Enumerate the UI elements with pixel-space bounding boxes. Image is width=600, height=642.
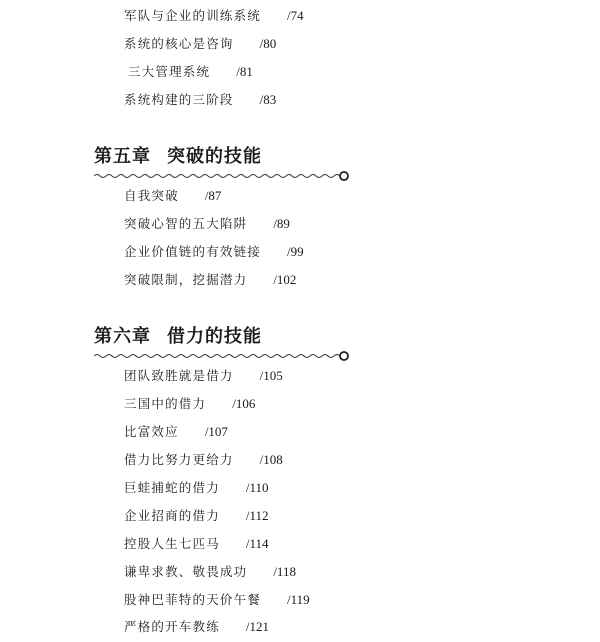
toc-entry-page: /105 bbox=[259, 368, 283, 383]
toc-entry-title: 严格的开车教练 bbox=[124, 619, 220, 634]
divider-end-circle bbox=[340, 172, 348, 180]
toc-entry-title: 系统构建的三阶段 bbox=[124, 92, 234, 107]
toc-entry-title: 控股人生七匹马 bbox=[124, 536, 220, 551]
toc-entry bbox=[124, 480, 269, 496]
divider-end-circle bbox=[340, 352, 348, 360]
toc-entry-title: 突破限制，挖掘潜力 bbox=[124, 272, 248, 287]
toc-entry bbox=[124, 368, 283, 384]
toc-entry-page: /119 bbox=[287, 592, 310, 607]
chapter-title: 突破的技能 bbox=[167, 146, 262, 167]
toc-entry-title: 自我突破 bbox=[124, 188, 179, 203]
toc-entry-title: 巨蛙捕蛇的借力 bbox=[124, 480, 220, 495]
toc-entry-title: 系统的核心是咨询 bbox=[124, 36, 234, 51]
toc-entry-page: /102 bbox=[273, 272, 297, 287]
toc-entry-title: 谦卑求教、敬畏成功 bbox=[124, 564, 248, 579]
chapter-number: 第六章 bbox=[94, 326, 151, 347]
toc-entry bbox=[124, 188, 221, 204]
toc-entry-page: /83 bbox=[259, 92, 277, 107]
chapter-number: 第五章 bbox=[94, 146, 151, 167]
toc-entry-page: /121 bbox=[245, 619, 270, 634]
toc-entry bbox=[124, 452, 283, 468]
wavy-divider bbox=[94, 170, 350, 182]
toc-entry bbox=[124, 244, 304, 260]
toc-entry-title: 三国中的借力 bbox=[124, 396, 207, 411]
toc-entry-page: /110 bbox=[245, 480, 269, 495]
toc-entry bbox=[124, 536, 269, 552]
toc-entry-page: /80 bbox=[259, 36, 277, 51]
toc-entry-title: 突破心智的五大陷阱 bbox=[124, 216, 248, 231]
toc-entry bbox=[124, 396, 255, 412]
toc-entry-title: 团队致胜就是借力 bbox=[124, 368, 234, 383]
toc-entry bbox=[124, 592, 310, 608]
toc-entry-page: /114 bbox=[245, 536, 269, 551]
chapter-title: 借力的技能 bbox=[167, 326, 262, 347]
toc-entry-title: 借力比努力更给力 bbox=[124, 452, 234, 467]
chapter-heading bbox=[94, 326, 262, 348]
toc-entry bbox=[124, 424, 228, 440]
toc-entry-title: 三大管理系统 bbox=[128, 64, 211, 79]
toc-entry-page: /107 bbox=[204, 424, 228, 439]
chapter-heading bbox=[94, 146, 262, 168]
toc-entry bbox=[124, 36, 276, 52]
toc-entry-page: /81 bbox=[236, 64, 253, 79]
toc-entry-title: 股神巴菲特的天价午餐 bbox=[124, 592, 262, 607]
toc-entry bbox=[124, 216, 290, 232]
wavy-divider bbox=[94, 350, 350, 362]
toc-entry-page: /99 bbox=[287, 244, 304, 259]
toc-entry bbox=[124, 564, 296, 580]
toc-entry-title: 比富效应 bbox=[124, 424, 179, 439]
toc-entry bbox=[128, 64, 253, 80]
toc-entry-page: /87 bbox=[204, 188, 222, 203]
toc-entry-title: 企业价值链的有效链接 bbox=[124, 244, 262, 259]
toc-entry bbox=[124, 619, 269, 635]
toc-entry bbox=[124, 92, 276, 108]
toc-entry-page: /118 bbox=[273, 564, 296, 579]
toc-entry-page: /89 bbox=[273, 216, 290, 231]
toc-entry bbox=[124, 508, 269, 524]
toc-entry-page: /108 bbox=[259, 452, 283, 467]
toc-entry-page: /74 bbox=[287, 8, 304, 23]
toc-entry-title: 企业招商的借力 bbox=[124, 508, 220, 523]
toc-entry-page: /112 bbox=[245, 508, 269, 523]
toc-entry bbox=[124, 8, 304, 24]
toc-entry-title: 军队与企业的训练系统 bbox=[124, 8, 262, 23]
toc-entry bbox=[124, 272, 296, 288]
toc-entry-page: /106 bbox=[232, 396, 256, 411]
